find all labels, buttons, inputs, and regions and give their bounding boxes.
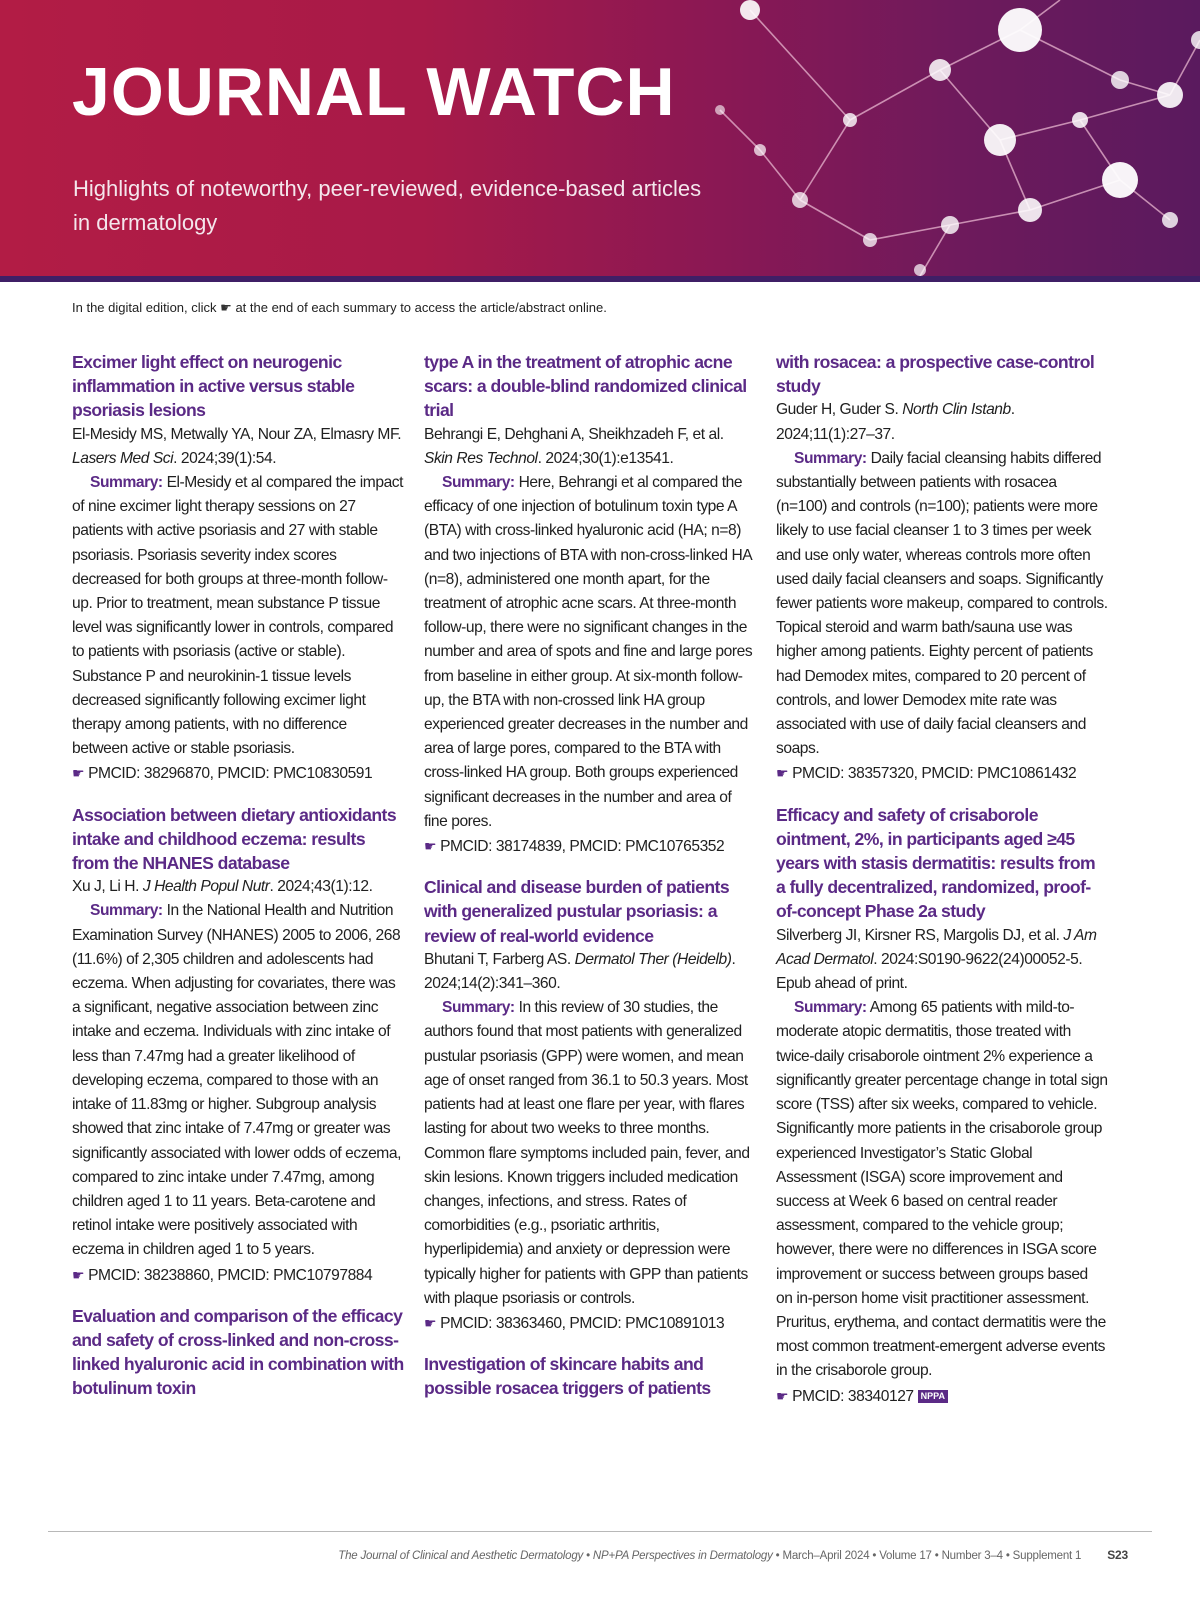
article-title[interactable]: Excimer light effect on neurogenic inflammation in active versus stable psoriasis lesions [72,352,355,421]
article-title[interactable]: Efficacy and safety of crisaborole ointment, 2%, in participants aged ≥45 years with stasis dermatitis: results from a fully decentralized, randomized, proof-of-concept Phase 2a study [776,804,1096,922]
column-1 [72,350,404,1417]
article-citation: Behrangi E, Dehghani A, Sheikhzadeh F, et al. Skin Res Technol. 2024;30(1):e13541. [424,425,724,467]
article-summary: Summary: In this review of 30 studies, the authors found that most patients with generalized pustular psoriasis (GPP) were women, and mean age of onset ranged from 36.1 to 50.3 years. Most patients had at least one flare per year, with flares lasting for about two weeks to three months. Common flare symptoms included pain, fever, and skin lesions. Known triggers included medication changes, infections, and stress. Rates of comorbidities (e.g., psoriatic arthritis, hyperlipidemia) and anxiety or depression were typically higher for patients with GPP than patients with plaque psoriasis or controls. [424,999,750,1307]
column-2 [424,350,756,1417]
article-continued [776,350,1108,787]
pointing-hand-icon[interactable]: ☛ [776,1387,789,1404]
article-citation: Bhutani T, Farberg AS. Dermatol Ther (Heidelb). 2024;14(2):341–360. [424,950,736,993]
footer-issue: • March–April 2024 • Volume 17 • Number 3–4 • Supplement 1 [772,1550,1082,1562]
banner [0,0,1200,280]
pointing-hand-icon[interactable]: ☛ [776,765,789,782]
summary-label: Summary: [794,449,867,467]
column-3 [776,350,1108,1425]
footer-journal-2: NP+PA Perspectives in Dermatology [592,1550,773,1562]
article [424,1352,756,1400]
pointing-hand-icon[interactable]: ☛ [424,1314,437,1331]
summary-label: Summary: [90,474,163,492]
article-title-part1[interactable]: Investigation of skincare habits and possible rosacea triggers of patients [424,1354,711,1399]
summary-label: Summary: [442,474,515,492]
article-summary: Summary: Here, Behrangi et al compared the efficacy of one injection of botulinum toxin type A (BTA) with cross-linked hyaluronic acid (HA; n=8) and two injections of BTA with non-cross-linked HA (n=8), administered one month apart, for the treatment of atrophic acne scars. At three-month follow-up, there were no significant changes in the number and area of spots and fine and large pores from baseline in either group. At six-month follow-up, the BTA with non-crossed link HA group experienced greater decreases in the number and area of large pores, compared to the BTA with cross-linked HA group. Both groups experienced significant decreases in the number and area of fine pores. [424,474,753,830]
molecule-network-illustration [700,0,1200,276]
article-summary: Summary: Among 65 patients with mild-to-moderate atopic dermatitis, those treated with twice-daily crisaborole ointment 2% experience a significantly greater percentage change in total sign score (TSS) after six weeks, compared to vehicle. Significantly more patients in the crisaborole group experienced Investigator’s Static Global Assessment (ISGA) score improvement and success at Week 6 based on central reader assessment, compared to the vehicle group; however, there were no differences in ISGA score improvement or success between groups based on in-person home visit practitioner assessment. Pruritus, erythema, and contact dermatitis were the most common treatment-emergent adverse events in the crisaborole group. [776,999,1108,1380]
article-link[interactable]: ☛ PMCID: 38296870, PMCID: PMC10830591 [72,765,373,783]
pointing-hand-icon[interactable]: ☛ [72,765,85,782]
article-citation: El-Mesidy MS, Metwally YA, Nour ZA, Elmasry MF. Lasers Med Sci. 2024;39(1):54. [72,425,402,467]
intro-text-before: In the digital edition, click [72,300,217,315]
page-subtitle: Highlights of noteworthy, peer-reviewed, evidence-based articles in dermatology [73,176,702,235]
article [72,1304,404,1401]
article [72,803,404,1288]
article-summary: Summary: Daily facial cleansing habits differed substantially between patients with rosacea (n=100) and controls (n=100); patients were more likely to use facial cleanser 1 to 3 times per week and use only water, whereas controls more often used daily facial cleansers and soaps. Significantly fewer patients wore makeup, compared to controls. Topical steroid and warm bath/sauna use was higher among patients. Eighty percent of patients had Demodex mites, compared to 20 percent of controls, and lower Demodex mite rate was associated with use of daily facial cleansers and soaps. [776,449,1108,758]
page-footer: The Journal of Clinical and Aesthetic Dermatology • NP+PA Perspectives in Dermatology • March–April 2024 • Volume 17 • Number 3–4 • Supplement 1 S23 [338,1548,1128,1562]
article-citation: Xu J, Li H. J Health Popul Nutr. 2024;43(1):12. [72,878,373,896]
banner-divider [0,276,1200,282]
page-number: S23 [1107,1548,1128,1562]
article-link[interactable]: ☛ PMCID: 38357320, PMCID: PMC10861432 [776,765,1077,783]
article [72,350,404,787]
summary-label: Summary: [794,999,867,1017]
footer-journal-1: The Journal of Clinical and Aesthetic Dermatology [338,1550,584,1562]
article-citation: Silverberg JI, Kirsner RS, Margolis DJ, et al. J Am Acad Dermatol. 2024:S0190-9622(24)00052-5. Epub ahead of print. [776,926,1097,993]
article-link[interactable]: ☛ PMCID: 38363460, PMCID: PMC10891013 [424,1314,725,1332]
summary-label: Summary: [90,902,163,920]
article-title-part1[interactable]: Evaluation and comparison of the efficacy and safety of cross-linked and non-cross-linked hyaluronic acid in combination with botulinum toxin [72,1305,404,1399]
article [424,875,756,1336]
article-summary: Summary: In the National Health and Nutrition Examination Survey (NHANES) 2005 to 2006, 268 (11.6%) of 2,305 children and adolescents had eczema. When adjusting for covariates, there was a significant, negative association between zinc intake and eczema. Individuals with zinc intake of less than 7.47mg had a greater likelihood of developing eczema, compared to those with an intake of 11.83mg or higher. Subgroup analysis showed that zinc intake of 7.47mg or greater was significantly associated with lower odds of eczema, compared to zinc intake under 7.47mg, among children aged 1 to 11 years. Beta-carotene and retinol intake were positively associated with eczema in children aged 1 to 5 years. [72,902,401,1259]
article [776,803,1108,1409]
intro-note [72,300,607,316]
article-continued [424,350,756,859]
article-title[interactable]: Association between dietary antioxidants intake and childhood eczema: results from the NHANES database [72,804,397,874]
article-title-part2[interactable]: with rosacea: a prospective case-control study [776,352,1095,397]
footer-divider [48,1531,1152,1532]
page-title: JOURNAL WATCH [72,54,676,130]
article-link[interactable]: ☛ PMCID: 38340127 NPPA [776,1384,1108,1409]
intro-text-after: at the end of each summary to access the article/abstract online. [235,300,607,315]
article-link[interactable]: ☛ PMCID: 38174839, PMCID: PMC10765352 [424,838,725,856]
nppa-badge: NPPA [918,1390,948,1403]
pointing-hand-icon: ☛ [220,300,232,315]
summary-label: Summary: [442,999,515,1017]
article-title[interactable]: Clinical and disease burden of patients with generalized pustular psoriasis: a review of real-world evidence [424,877,730,946]
article-title-part2[interactable]: type A in the treatment of atrophic acne scars: a double-blind randomized clinical trial [424,352,747,421]
article-summary: Summary: El-Mesidy et al compared the impact of nine excimer light therapy sessions on 27 patients with active psoriasis and 27 with stable psoriasis. Psoriasis severity index scores decreased for both groups at three-month follow-up. Prior to treatment, mean substance P tissue level was significantly lower in controls, compared to patients with psoriasis (active or stable). Substance P and neurokinin-1 tissue levels decreased significantly following excimer light therapy among patients, with no difference between active or stable psoriasis. [72,474,404,758]
article-citation: Guder H, Guder S. North Clin Istanb. 2024;11(1):27–37. [776,401,1015,443]
pointing-hand-icon[interactable]: ☛ [72,1266,85,1283]
article-link[interactable]: ☛ PMCID: 38238860, PMCID: PMC10797884 [72,1266,373,1284]
pointing-hand-icon[interactable]: ☛ [424,838,437,855]
